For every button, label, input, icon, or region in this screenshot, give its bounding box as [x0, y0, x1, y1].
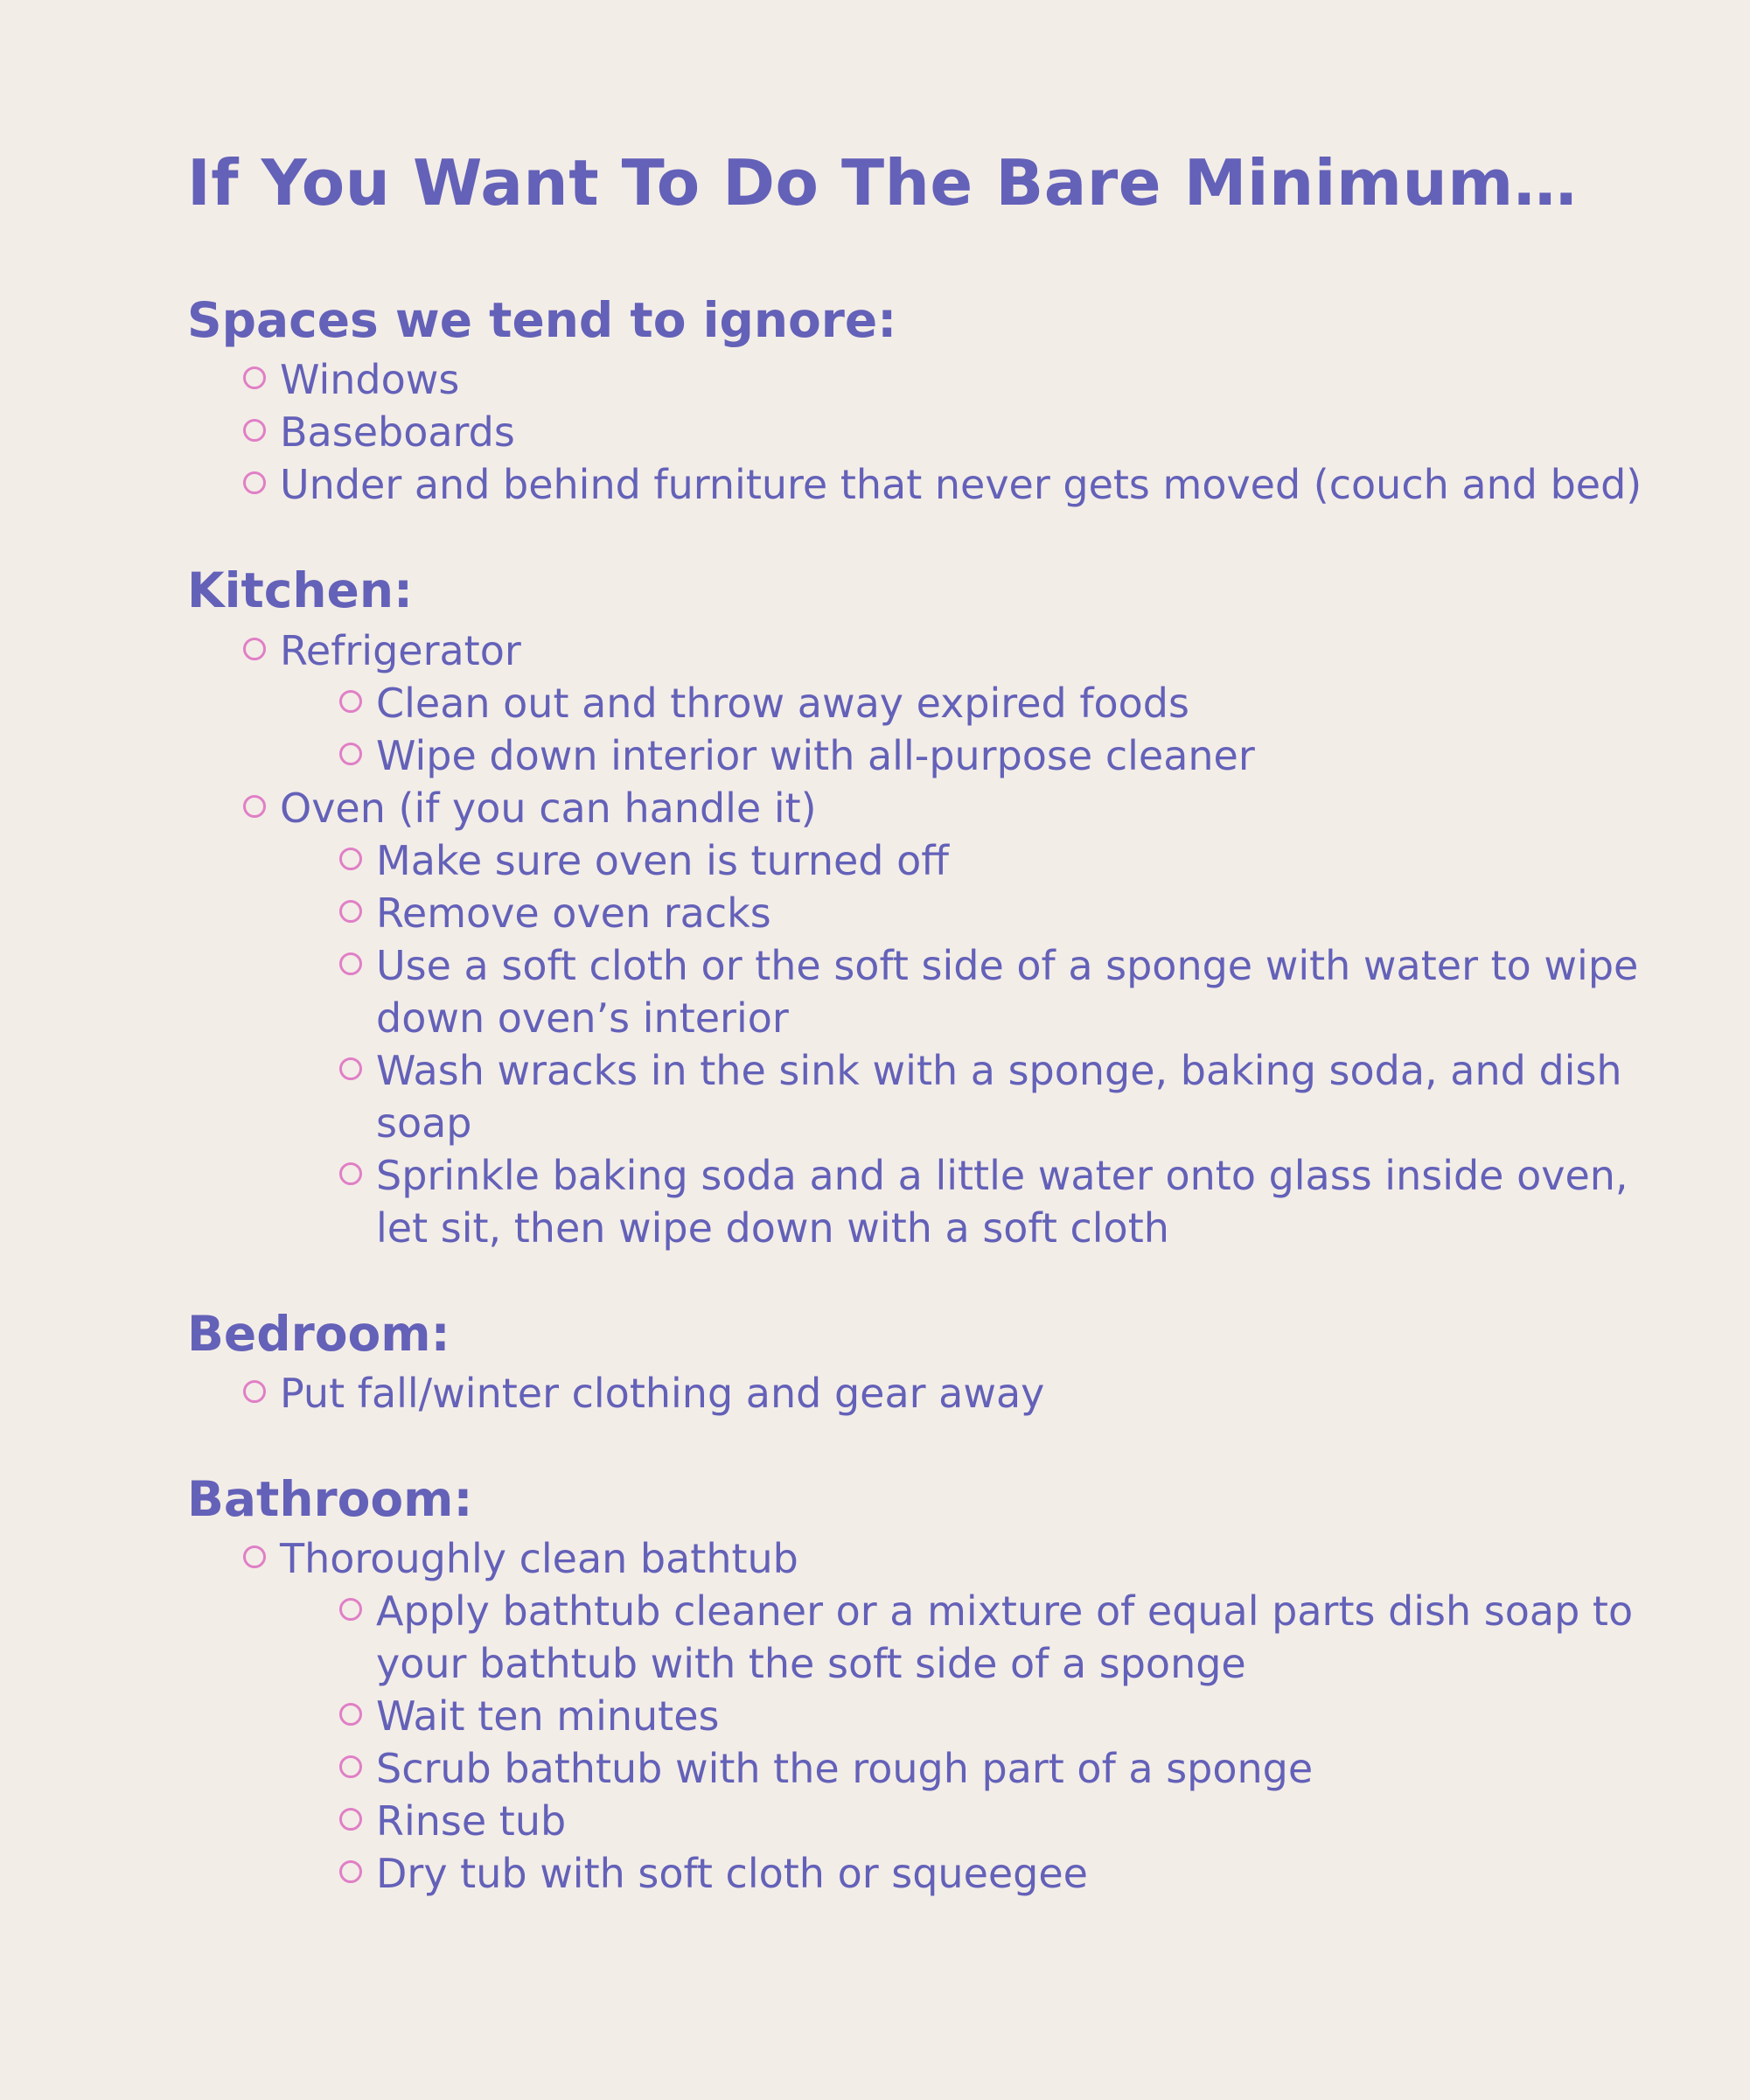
section-heading: Bedroom:	[187, 1305, 450, 1362]
checklist-sections	[187, 293, 1645, 1900]
checklist-item	[187, 782, 1645, 834]
checklist-subitem	[187, 887, 1645, 939]
circle-outline-icon	[339, 952, 362, 975]
checklist-subitem	[187, 729, 1645, 782]
circle-outline-icon	[243, 471, 266, 494]
checklist-item-text: Scrub bathtub with the rough part of a sponge	[376, 1745, 1314, 1793]
checklist-item-text: Under and behind furniture that never gets moved (couch and bed)	[280, 461, 1642, 509]
circle-outline-icon	[339, 1860, 362, 1883]
circle-outline-icon	[243, 419, 266, 442]
checklist-item	[187, 1367, 1645, 1420]
circle-outline-icon	[339, 1598, 362, 1621]
circle-outline-icon	[339, 1755, 362, 1778]
checklist-item-text: Sprinkle baking soda and a little water onto glass inside oven, let sit, then wipe down with a soft cloth	[376, 1151, 1628, 1252]
checklist-item-text: Refrigerator	[280, 626, 521, 674]
checklist-subitem	[187, 677, 1645, 729]
circle-outline-icon	[339, 1808, 362, 1831]
circle-outline-icon	[339, 1162, 362, 1185]
checklist-subitem	[187, 1690, 1645, 1742]
checklist-item	[187, 624, 1645, 677]
checklist-section	[187, 1472, 1645, 1900]
checklist-subitem	[187, 1585, 1645, 1690]
circle-outline-icon	[339, 900, 362, 923]
checklist-subitem	[187, 1847, 1645, 1900]
page-title: If You Want To Do The Bare Minimum…	[187, 146, 1578, 220]
checklist-section	[187, 293, 1645, 511]
checklist-item-text: Wait ten minutes	[376, 1692, 720, 1741]
checklist-subitem	[187, 834, 1645, 887]
checklist-subitem	[187, 1044, 1645, 1149]
checklist-item-text: Windows	[280, 356, 460, 404]
checklist-item-text: Baseboards	[280, 408, 515, 457]
checklist-item-text: Oven (if you can handle it)	[280, 784, 817, 832]
checklist-section	[187, 563, 1645, 1253]
circle-outline-icon	[243, 366, 266, 389]
checklist-item-text: Clean out and throw away expired foods	[376, 679, 1189, 727]
checklist-subitem	[187, 1742, 1645, 1795]
checklist-subitem	[187, 1795, 1645, 1847]
checklist-item	[187, 406, 1645, 458]
checklist-item-text: Wipe down interior with all-purpose cleaner	[376, 731, 1255, 779]
circle-outline-icon	[339, 1703, 362, 1726]
checklist-item-text: Make sure oven is turned off	[376, 836, 949, 884]
checklist-item-text: Thoroughly clean bathtub	[280, 1535, 798, 1583]
checklist-subitem	[187, 939, 1645, 1044]
checklist-item-text: Remove oven racks	[376, 889, 771, 937]
section-heading: Bathroom:	[187, 1470, 473, 1527]
checklist-item	[187, 353, 1645, 406]
checklist-item-text: Dry tub with soft cloth or squeegee	[376, 1850, 1088, 1898]
circle-outline-icon	[339, 1057, 362, 1080]
section-heading: Spaces we tend to ignore:	[187, 292, 897, 349]
circle-outline-icon	[339, 690, 362, 713]
circle-outline-icon	[243, 1380, 266, 1403]
checklist-item-text: Rinse tub	[376, 1797, 567, 1845]
circle-outline-icon	[243, 638, 266, 660]
section-heading: Kitchen:	[187, 562, 413, 619]
checklist-subitem	[187, 1149, 1645, 1254]
checklist-item	[187, 458, 1645, 511]
checklist-item-text: Use a soft cloth or the soft side of a sponge with water to wipe down oven’s interior	[376, 941, 1639, 1042]
checklist-item-text: Wash wracks in the sink with a sponge, baking soda, and dish soap	[376, 1046, 1622, 1147]
circle-outline-icon	[339, 743, 362, 765]
checklist-section	[187, 1307, 1645, 1420]
circle-outline-icon	[243, 1545, 266, 1568]
circle-outline-icon	[339, 848, 362, 870]
checklist-item-text: Put fall/winter clothing and gear away	[280, 1369, 1045, 1417]
checklist-item	[187, 1532, 1645, 1585]
circle-outline-icon	[243, 795, 266, 818]
checklist-item-text: Apply bathtub cleaner or a mixture of equal parts dish soap to your bathtub with the soft side of a sponge	[376, 1587, 1634, 1688]
